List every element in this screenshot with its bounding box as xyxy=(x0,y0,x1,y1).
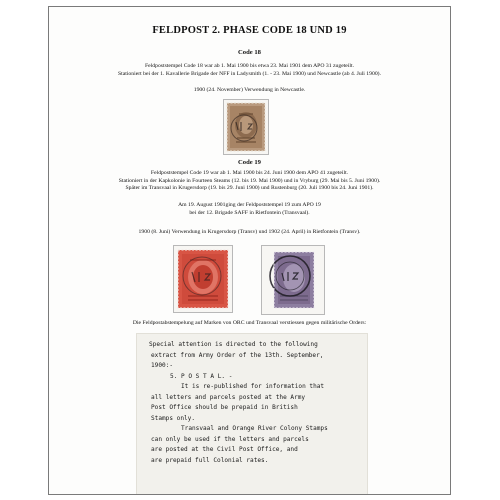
order-line: Stamps only. xyxy=(151,414,196,422)
army-order-extract xyxy=(137,334,367,495)
stamp-newcastle-image xyxy=(224,100,268,154)
stamp-krugersdorp-image xyxy=(174,246,232,312)
stamp-newcastle xyxy=(223,99,269,155)
album-page xyxy=(48,6,451,495)
code18-line: Stationiert bei der 1. Kavallerie Brigade der NFF in Ladysmith (1. - 23. Mai 1900) und Newcastle (ab 4. Juli 1900). xyxy=(118,70,381,77)
code18-line: Feldpoststempel Code 18 war ab 1. Mai 1900 bis etwa 23. Mai 1901 dem APO 31 zugeteilt. xyxy=(145,63,354,69)
stamp-krugersdorp xyxy=(173,245,233,313)
order-line: are posted at the Civil Post Office, and xyxy=(151,446,298,454)
order-line: are prepaid full Colonial rates. xyxy=(151,457,269,465)
code18-caption: 1900 (24. November) Verwendung in Newcastle. xyxy=(193,87,306,94)
order-line: can only be used if the letters and parcels xyxy=(151,435,309,443)
code19-transfer-note xyxy=(49,202,450,217)
code18-description xyxy=(49,63,450,78)
code19-line: Feldpoststempel Code 19 war ab 1. Mai 1900 bis 24. Juni 1900 dem APO 41 zugeteilt. xyxy=(150,170,349,176)
stamp-rietfontein xyxy=(261,245,325,315)
stamp-rietfontein-image xyxy=(262,246,324,314)
orders-intro: Die Feldpostabstempelung auf Marken von ORC und Transvaal verstiessen gegen militärische Orders: xyxy=(132,320,367,326)
code19-description xyxy=(49,170,450,193)
order-line: all letters and parcels posted at the Army xyxy=(151,393,306,401)
code19-transfer-line: Am 19. August 1901ging der Feldpoststempel 19 zum APO 19 xyxy=(178,202,321,208)
order-line: extract from Army Order of the 13th. September, xyxy=(151,351,324,359)
order-line: 5. P O S T A L. - xyxy=(170,372,233,380)
order-line: Post Office should be prepaid in British xyxy=(151,404,298,412)
code19-caption: 1900 (8. Juni) Verwendung in Krugersdorp (Transv) und 1902 (24. April) in Rietfontein (Transv). xyxy=(138,229,361,235)
code19-line: Stationiert in der Kapkolonie in Fourteen Steams (12. bis 19. Mai 1900) und in Vryburg (29. Mai bis 5. Juni 1900). xyxy=(118,177,381,184)
code18-heading: Code 18 xyxy=(238,49,261,56)
code19-heading: Code 19 xyxy=(238,159,261,166)
page-title: FELDPOST 2. PHASE CODE 18 UND 19 xyxy=(152,25,347,36)
order-line: It is re-published for information that xyxy=(181,383,325,391)
code19-line: Später im Transvaal in Krugersdorp (19. bis 29. Juni 1900) und Rustenburg (20. Juli 1900 bis 24. Juni 1901). xyxy=(125,185,374,192)
code19-transfer-line: bei der 12. Brigade SAFF in Rietfontein (Transvaal). xyxy=(189,209,310,216)
order-line: 1900:- xyxy=(151,362,174,370)
order-line: Transvaal and Orange River Colony Stamps xyxy=(181,425,328,433)
order-line: Special attention is directed to the following xyxy=(149,341,318,348)
